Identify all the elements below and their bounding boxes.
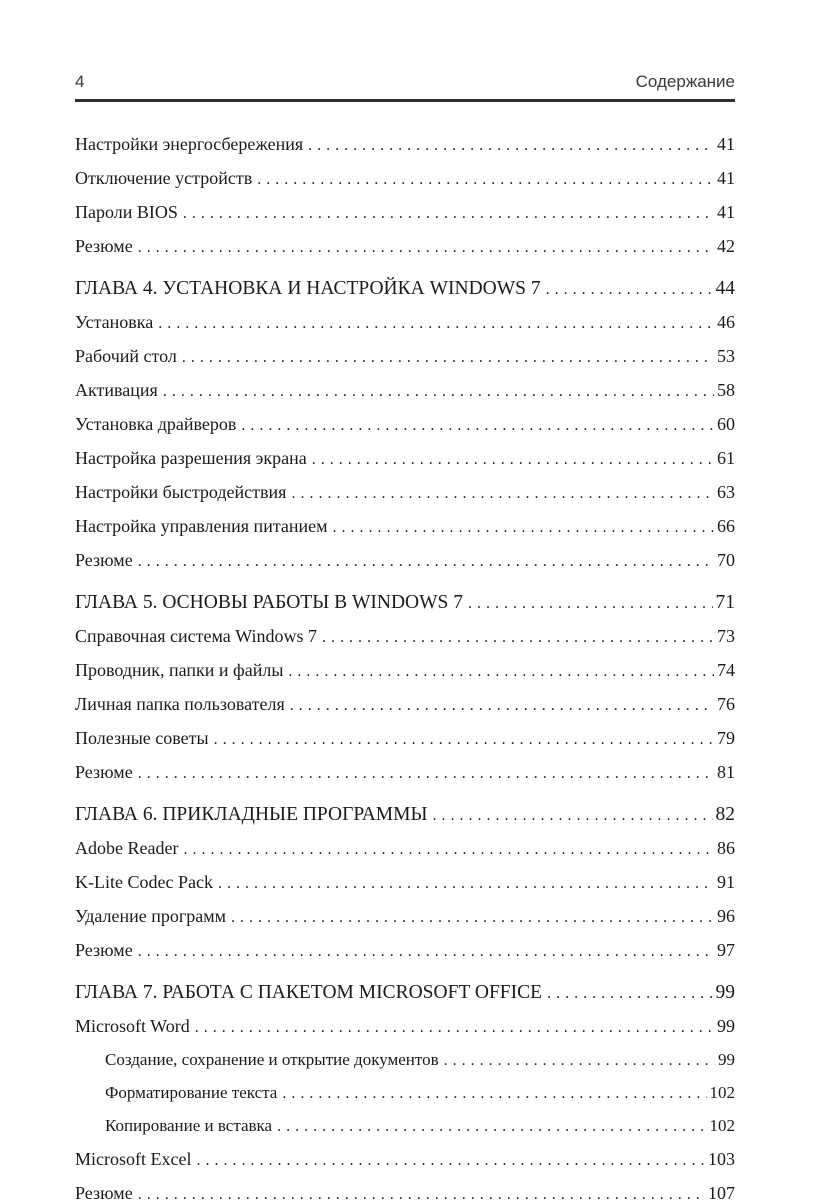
toc-entry-row — [75, 620, 735, 654]
toc-entry-row — [75, 934, 735, 968]
toc-entry-page-number: 97 — [717, 940, 735, 960]
toc-entry-row — [75, 442, 735, 476]
toc-entry-label: ГЛАВА 6. ПРИКЛАДНЫЕ ПРОГРАММЫ — [75, 804, 428, 825]
toc-entry-label: Форматирование текста — [105, 1083, 278, 1102]
toc-entry-page-number: 44 — [715, 278, 735, 299]
toc-chapter-row — [75, 587, 735, 620]
toc-entry-label: Проводник, папки и файлы — [75, 660, 284, 680]
toc-entry-label: Резюме — [75, 236, 133, 256]
toc-entry-page-number: 66 — [717, 516, 735, 536]
dot-leader — [547, 977, 712, 1010]
page-header — [75, 0, 735, 92]
toc-entry-page-number: 99 — [717, 1016, 735, 1036]
toc-entry-page-number: 86 — [717, 838, 735, 858]
toc-entry-page-number: 82 — [715, 804, 735, 825]
dot-leader — [241, 408, 714, 442]
toc-entry-label: Настройка управления питанием — [75, 516, 328, 536]
dot-leader — [138, 544, 714, 578]
toc-entry-page-number: 107 — [708, 1183, 735, 1200]
dot-leader — [196, 1143, 705, 1177]
dot-leader — [322, 620, 714, 654]
dot-leader — [138, 230, 714, 264]
toc-entry-label: Настройки быстродействия — [75, 482, 287, 502]
toc-entry-row — [75, 340, 735, 374]
toc-entry-label: Удаление программ — [75, 906, 227, 926]
toc-entry-label: Пароли BIOS — [75, 202, 178, 222]
dot-leader — [183, 832, 714, 866]
toc-entry-label: Установка — [75, 312, 154, 332]
dot-leader — [231, 900, 714, 934]
dot-leader — [312, 442, 714, 476]
toc-entry-row — [75, 722, 735, 756]
toc-entry-page-number: 41 — [717, 134, 735, 154]
toc-subentry-row — [75, 1044, 735, 1077]
dot-leader — [163, 374, 714, 408]
toc-entry-label: Установка драйверов — [75, 414, 237, 434]
toc-entry-row — [75, 1177, 735, 1200]
toc-entry-page-number: 79 — [717, 728, 735, 748]
toc-entry-row — [75, 230, 735, 264]
toc-entry-page-number: 99 — [718, 1050, 735, 1069]
dot-leader — [158, 306, 714, 340]
dot-leader — [195, 1010, 714, 1044]
dot-leader — [308, 128, 714, 162]
dot-leader — [218, 866, 714, 900]
toc-entry-page-number: 41 — [717, 168, 735, 188]
toc-entry-row — [75, 866, 735, 900]
toc-entry-label: Создание, сохранение и открытие документов — [105, 1050, 439, 1069]
toc-entry-label: Adobe Reader — [75, 838, 179, 858]
toc-entry-page-number: 99 — [715, 982, 735, 1003]
toc-entry-label: Резюме — [75, 762, 133, 782]
dot-leader — [546, 273, 713, 306]
toc-entry-row — [75, 688, 735, 722]
toc-entry-row — [75, 510, 735, 544]
toc-entry-page-number: 91 — [717, 872, 735, 892]
toc-subentry-row — [75, 1110, 735, 1143]
toc-entry-row — [75, 374, 735, 408]
dot-leader — [183, 196, 714, 230]
dot-leader — [333, 510, 714, 544]
toc-entry-page-number: 71 — [715, 592, 735, 613]
toc-subentry-row — [75, 1077, 735, 1110]
toc-entry-page-number: 61 — [717, 448, 735, 468]
toc-entry-label: Настройка разрешения экрана — [75, 448, 307, 468]
toc-entry-page-number: 103 — [708, 1149, 735, 1169]
toc-entry-row — [75, 196, 735, 230]
header-rule — [75, 99, 735, 102]
toc-entry-page-number: 102 — [709, 1083, 735, 1102]
toc-entry-row — [75, 476, 735, 510]
toc-entry-label: ГЛАВА 5. ОСНОВЫ РАБОТЫ В WINDOWS 7 — [75, 592, 464, 613]
dot-leader — [291, 476, 714, 510]
toc-entry-page-number: 73 — [717, 626, 735, 646]
toc-chapter-row — [75, 273, 735, 306]
dot-leader — [433, 799, 713, 832]
toc-entry-label: Активация — [75, 380, 158, 400]
toc-entry-row — [75, 306, 735, 340]
toc-entry-label: Справочная система Windows 7 — [75, 626, 317, 646]
toc-entry-label: ГЛАВА 4. УСТАНОВКА И НАСТРОЙКА WINDOWS 7 — [75, 278, 541, 299]
toc-entry-row — [75, 832, 735, 866]
toc-chapter-row — [75, 799, 735, 832]
toc-entry-page-number: 96 — [717, 906, 735, 926]
toc-entry-page-number: 74 — [717, 660, 735, 680]
toc-entry-label: ГЛАВА 7. РАБОТА С ПАКЕТОМ MICROSOFT OFFICE — [75, 982, 543, 1003]
toc-entry-page-number: 58 — [717, 380, 735, 400]
toc-entry-label: Рабочий стол — [75, 346, 177, 366]
toc-chapter-row — [75, 977, 735, 1010]
toc-entry-row — [75, 408, 735, 442]
dot-leader — [444, 1044, 715, 1077]
toc-entry-label: K-Lite Codec Pack — [75, 872, 213, 892]
toc-list — [75, 128, 735, 1200]
toc-entry-label: Личная папка пользователя — [75, 694, 285, 714]
toc-entry-row — [75, 162, 735, 196]
toc-entry-label: Резюме — [75, 940, 133, 960]
toc-entry-page-number: 76 — [717, 694, 735, 714]
toc-entry-row — [75, 900, 735, 934]
toc-entry-label: Отключение устройств — [75, 168, 253, 188]
toc-entry-page-number: 42 — [717, 236, 735, 256]
toc-entry-page-number: 102 — [709, 1116, 735, 1135]
dot-leader — [138, 756, 714, 790]
dot-leader — [288, 654, 714, 688]
toc-entry-page-number: 41 — [717, 202, 735, 222]
toc-entry-label: Резюме — [75, 550, 133, 570]
running-page-number: 4 — [75, 72, 85, 91]
dot-leader — [282, 1077, 706, 1110]
toc-entry-label: Microsoft Word — [75, 1016, 190, 1036]
toc-entry-row — [75, 128, 735, 162]
dot-leader — [214, 722, 714, 756]
toc-entry-label: Копирование и вставка — [105, 1116, 273, 1135]
toc-entry-row — [75, 1010, 735, 1044]
toc-entry-page-number: 60 — [717, 414, 735, 434]
toc-entry-page-number: 70 — [717, 550, 735, 570]
toc-entry-label: Полезные советы — [75, 728, 209, 748]
toc-entry-label: Microsoft Excel — [75, 1149, 192, 1169]
dot-leader — [290, 688, 714, 722]
toc-entry-page-number: 63 — [717, 482, 735, 502]
dot-leader — [277, 1110, 706, 1143]
toc-entry-row — [75, 1143, 735, 1177]
toc-entry-page-number: 81 — [717, 762, 735, 782]
toc-entry-label: Резюме — [75, 1183, 133, 1200]
dot-leader — [138, 934, 714, 968]
dot-leader — [182, 340, 714, 374]
toc-entry-row — [75, 544, 735, 578]
dot-leader — [257, 162, 714, 196]
running-header-title: Содержание — [635, 72, 735, 91]
toc-entry-label: Настройки энергосбережения — [75, 134, 304, 154]
toc-entry-page-number: 46 — [717, 312, 735, 332]
dot-leader — [138, 1177, 705, 1200]
dot-leader — [468, 587, 712, 620]
toc-entry-page-number: 53 — [717, 346, 735, 366]
toc-entry-row — [75, 654, 735, 688]
toc-entry-row — [75, 756, 735, 790]
